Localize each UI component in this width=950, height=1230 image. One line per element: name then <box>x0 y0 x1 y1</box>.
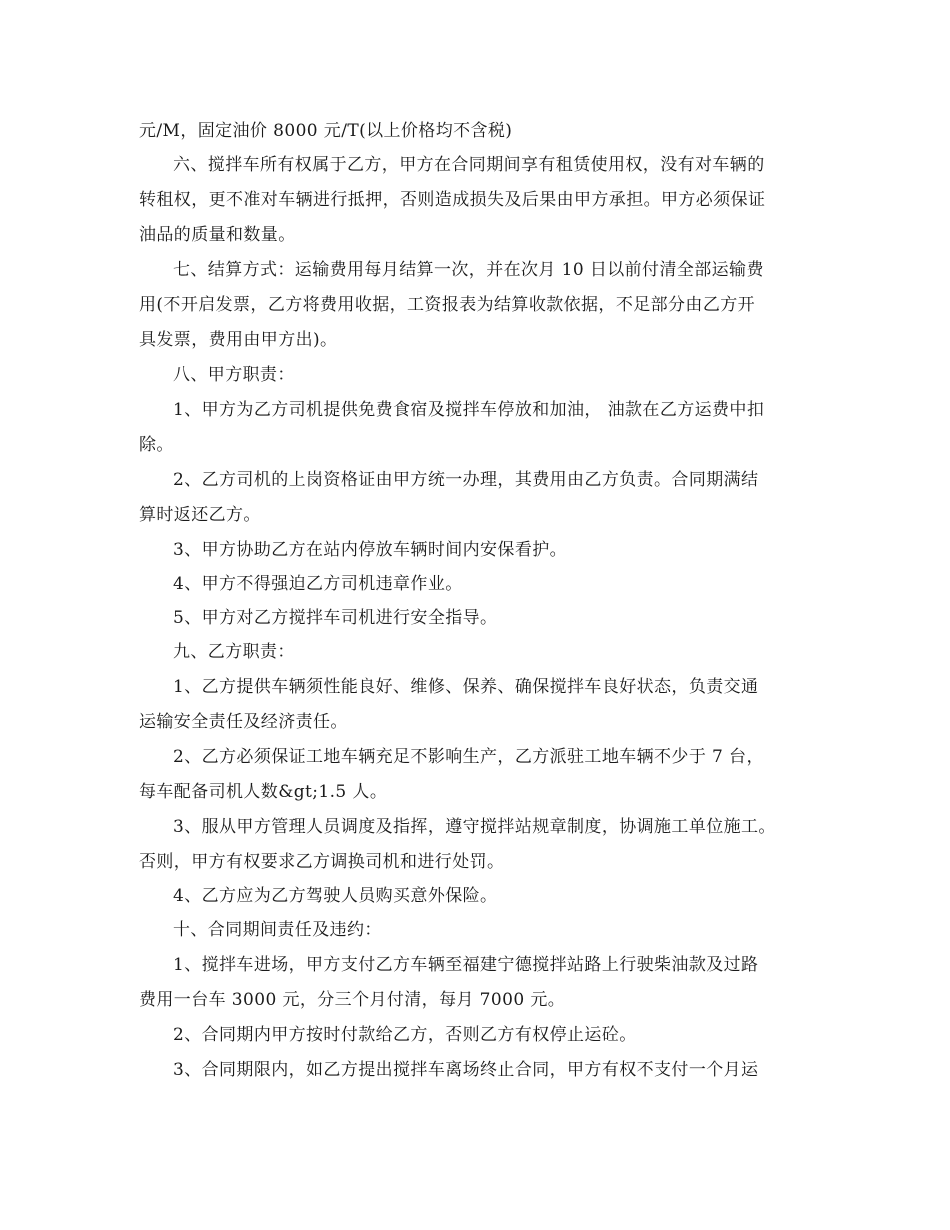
text-line: 十、合同期间责任及违约： <box>173 920 382 940</box>
text-line: 否则，甲方有权要求乙方调换司机和进行处罚。 <box>139 852 505 872</box>
text-line: 4、甲方不得强迫乙方司机违章作业。 <box>173 574 463 594</box>
text-line: 具发票，费用由甲方出)。 <box>139 330 338 350</box>
text-line: 油品的质量和数量。 <box>139 225 296 245</box>
text-line: 3、合同期限内，如乙方提出搅拌车离场终止合同，甲方有权不支付一个月运 <box>173 1060 759 1080</box>
text-line: 元/M，固定油价 8000 元/T(以上价格均不含税) <box>139 121 513 141</box>
text-line: 除。 <box>139 435 174 455</box>
text-line: 八、甲方职责： <box>173 365 295 385</box>
text-line: 2、合同期内甲方按时付款给乙方，否则乙方有权停止运砼。 <box>173 1025 637 1045</box>
text-line: 七、结算方式：运输费用每月结算一次，并在次月 10 日以前付清全部运输费 <box>173 260 764 280</box>
text-line: 5、甲方对乙方搅拌车司机进行安全指导。 <box>173 608 498 628</box>
text-line: 费用一台车 3000 元，分三个月付清，每月 7000 元。 <box>139 990 566 1010</box>
text-line: 1、搅拌车进场，甲方支付乙方车辆至福建宁德搅拌站路上行驶柴油款及过路 <box>173 955 759 975</box>
text-line: 3、甲方协助乙方在站内停放车辆时间内安保看护。 <box>173 540 568 560</box>
text-line: 2、乙方司机的上岗资格证由甲方统一办理，其费用由乙方负责。合同期满结 <box>173 470 759 490</box>
text-line: 九、乙方职责： <box>173 642 295 662</box>
text-line: 4、乙方应为乙方驾驶人员购买意外保险。 <box>173 886 498 906</box>
text-line: 每车配备司机人数&gt;1.5 人。 <box>139 782 388 802</box>
text-line: 转租权，更不准对车辆进行抵押，否则造成损失及后果由甲方承担。甲方必须保证 <box>139 190 766 210</box>
text-line: 运输安全责任及经济责任。 <box>139 712 348 732</box>
text-line: 算时返还乙方。 <box>139 505 261 525</box>
text-line: 1、甲方为乙方司机提供免费食宿及搅拌车停放和加油， 油款在乙方运费中扣 <box>173 400 765 420</box>
text-line: 2、乙方必须保证工地车辆充足不影响生产，乙方派驻工地车辆不少于 7 台， <box>173 747 764 767</box>
text-line: 六、搅拌车所有权属于乙方，甲方在合同期间享有租赁使用权，没有对车辆的 <box>173 155 765 175</box>
text-line: 3、服从甲方管理人员调度及指挥，遵守搅拌站规章制度，协调施工单位施工。 <box>173 817 776 837</box>
text-line: 1、乙方提供车辆须性能良好、维修、保养、确保搅拌车良好状态，负责交通 <box>173 677 759 697</box>
text-line: 用(不开启发票，乙方将费用收据，工资报表为结算收款依据，不足部分由乙方开 <box>139 295 756 315</box>
